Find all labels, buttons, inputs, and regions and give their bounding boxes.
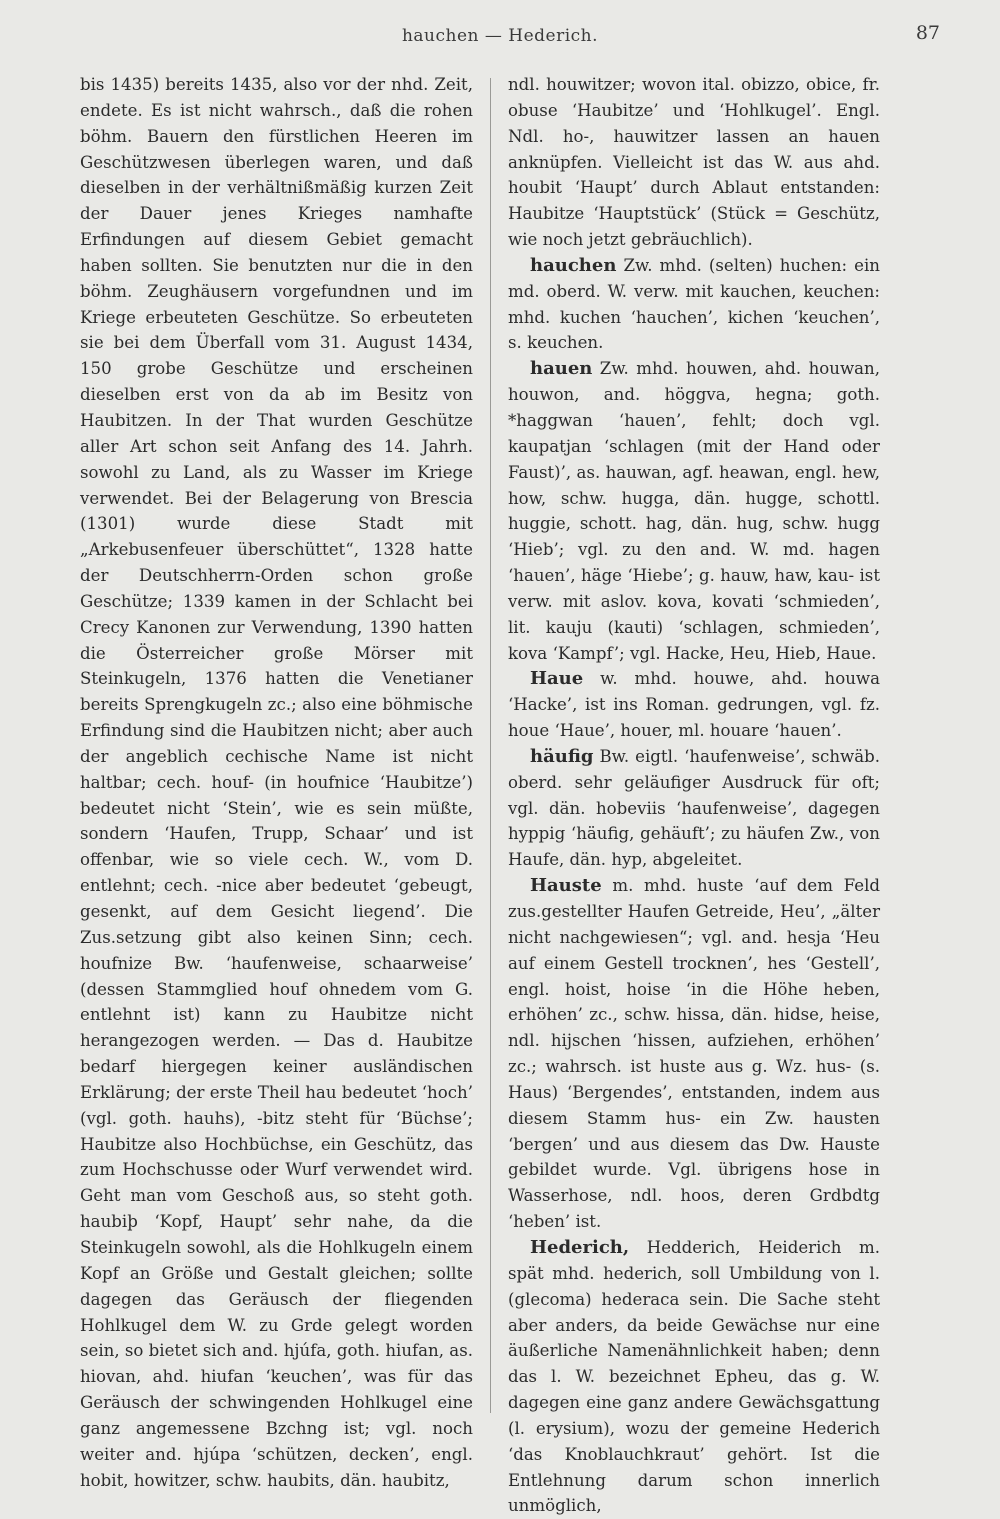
entry-hederich — [508, 1235, 880, 1519]
page-number: 87 — [915, 22, 940, 44]
entry-text: Zw. mhd. houwen, ahd. houwan, houwon, and. höggva, hegna; goth. *haggwan ‘hauen’, fehlt; doch vgl. kaupatjan ‘schlagen (mit der Hand oder Faust)’, as. hauwan, agf. heawan, engl. hew, how, schw. hugga, dän. hugge, schottl. huggie, schott. hag, dän. hug, schw. hugg ‘Hieb’; vgl. zu den and. W. md. hagen ‘hauen’, häge ‘Hiebe’; g. hauw, haw, kau- ist verw. mit aslov. kova, kovati ‘schmieden’, lit. kauju (kauti) ‘schlagen, schmieden’, kova ‘Kampf’; vgl. Hacke, Heu, Hieb, Haue. — [508, 359, 880, 663]
entry-hauchen — [508, 253, 880, 356]
right-column — [508, 72, 880, 1519]
headword-hauen: hauen — [530, 358, 593, 380]
entry-text: Hedderich, Heiderich m. spät mhd. hederich, soll Umbildung von l. (glecoma) hederaca sein. Die Sache steht aber anders, da beide Gewächse nur eine äußerliche Namenähnlichkeit haben; denn das l. W. bezeichnet Epheu, das g. W. dagegen eine ganz andere Gewächsgattung (l. erysium), wozu der gemeine Hederich ‘das Knoblauchkraut’ gehört. Ist die Entlehnung darum schon innerlich unmöglich, — [508, 1237, 880, 1516]
page-header — [60, 22, 940, 52]
left-column-text: bis 1435) bereits 1435, also vor der nhd. Zeit, endete. Es ist nicht wahrsch., daß die rohen böhm. Bauern den fürstlichen Heeren im Geschützwesen überlegen waren, und daß dieselben in der verhältnißmäßig kurzen Zeit der Dauer jenes Krieges namhafte Erfindungen auf diesem Gebiet gemacht haben sollten. Sie benutzten nur die in den böhm. Zeughäusern vorgefundnen und im Kriege erbeuteten Geschütze. So erbeuteten sie bei dem Überfall vom 31. August 1434, 150 grobe Geschütze und erscheinen dieselben erst von da ab im Besitz von Haubitzen. In der That wurden Geschütze aller Art schon seit Anfang des 14. Jahrh. sowohl zu Land, als zu Wasser im Kriege verwendet. Bei der Belagerung von Brescia (1301) wurde diese Stadt mit „Arkebusenfeuer überschüttet“, 1328 hatte der Deutschherrn-Orden schon große Geschütze; 1339 kamen in der Schlacht bei Crecy Kanonen zur Verwendung, 1390 hatten die Österreicher große Mörser mit Steinkugeln, 1376 hatten die Venetianer bereits Sprengkugeln zc.; also eine böhmische Erfindung sind die Haubitzen nicht; aber auch der angeblich cechische Name ist nicht haltbar; cech. houf- (in houfnice ‘Haubitze’) bedeutet nicht ‘Stein’, wie es sein müßte, sondern ‘Haufen, Trupp, Schaar’ und ist offenbar, wie so viele cech. W., vom D. entlehnt; cech. -nice aber bedeutet ‘gebeugt, gesenkt, auf dem Gesicht liegend’. Die Zus.setzung gibt also keinen Sinn; cech. houfnize Bw. ‘haufenweise, schaarweise’ (dessen Stammglied houf ohnedem vom G. entlehnt ist) kann zu Haubitze nicht herangezogen werden. — Das d. Haubitze bedarf hiergegen keiner ausländischen Erklärung; der erste Theil hau bedeutet ‘hoch’ (vgl. goth. hauhs), -bitz steht für ‘Büchse’; Haubitze also Hochbüchse, ein Geschütz, das zum Hochschusse oder Wurf verwendet wird. Geht man vom Geschoß aus, so steht goth. haubiþ ‘Kopf, Haupt’ sehr nahe, da die Steinkugeln sowohl, als die Hohlkugeln einem Kopf an Größe und Gestalt gleichen; sollte dagegen das Geräusch der fliegenden Hohlkugel dem W. zu Grde gelegt worden sein, so bietet sich and. hjúfa, goth. hiufan, as. hiovan, ahd. hiufan ‘keuchen’, was für das Geräusch der schwingenden Hohlkugel eine ganz angemessene Bzchng ist; vgl. noch weiter and. hjúpa ‘schützen, decken’, engl. hobit, howitzer, schw. haubits, dän. haubitz, — [80, 75, 473, 1490]
headword-haue: Haue — [530, 668, 584, 690]
headword-hauste: Hauste — [530, 875, 602, 897]
entry-haue — [508, 666, 880, 744]
right-column-intro: ndl. houwitzer; wovon ital. obizzo, obice, fr. obuse ‘Haubitze’ und ‘Hohlkugel’. Engl. Ndl. ho-, hauwitzer lassen an hauen anknüpfen. Vielleicht ist das W. aus ahd. houbit ‘Haupt’ durch Ablaut entstanden: Haubitze ‘Hauptstück’ (Stück = Geschütz, wie noch jetzt gebräuchlich). — [508, 75, 880, 250]
headword-hauchen: hauchen — [530, 254, 617, 276]
entry-text: m. mhd. huste ‘auf dem Feld zus.gestellter Haufen Getreide, Heu’, „älter nicht nachgewiesen“; vgl. and. hesja ‘Heu auf einem Gestell trocknen’, hes ‘Gestell’, engl. hoist, hoise ‘in die Höhe heben, erhöhen’ zc., schw. hissa, dän. hidse, heise, ndl. hijschen ‘hissen, aufziehen, erhöhen’ zc.; wahrsch. ist huste aus g. Wz. hus- (s. Haus) ‘Bergendes’, entstanden, indem aus diesem Stamm hus- ein Zw. hausten ‘bergen’ und aus diesem das Dw. Hauste gebildet wurde. Vgl. übrigens hose in Wasserhose, ndl. hoos, deren Grdbdtg ‘heben’ ist. — [508, 876, 880, 1232]
entry-text: Zw. mhd. (selten) huchen: ein md. oberd. W. verw. mit kauchen, keuchen: mhd. kuchen ‘hauchen’, kichen ‘keuchen’, s. keuchen. — [508, 255, 880, 353]
entry-haeufig — [508, 744, 880, 873]
left-column — [80, 72, 473, 1493]
column-divider — [490, 78, 491, 1413]
entry-text: w. mhd. houwe, ahd. houwa ‘Hacke’, ist ins Roman. gedrungen, vgl. fz. houe ‘Haue’, houer, ml. houare ‘hauen’. — [508, 669, 880, 741]
entry-hauen — [508, 356, 880, 666]
entry-text: Bw. eigtl. ‘haufenweise’, schwäb. oberd. sehr geläufiger Ausdruck für oft; vgl. dän. hobeviis ‘haufenweise’, dagegen hyppig ‘häufig, gehäuft’; zu häufen Zw., von Haufe, dän. hyp, abgeleitet. — [508, 746, 880, 870]
headword-haeufig: häufig — [530, 745, 594, 767]
headword-hederich: Hederich, — [530, 1236, 630, 1258]
entry-hauste — [508, 873, 880, 1235]
running-head: hauchen — Hederich. — [401, 26, 599, 46]
